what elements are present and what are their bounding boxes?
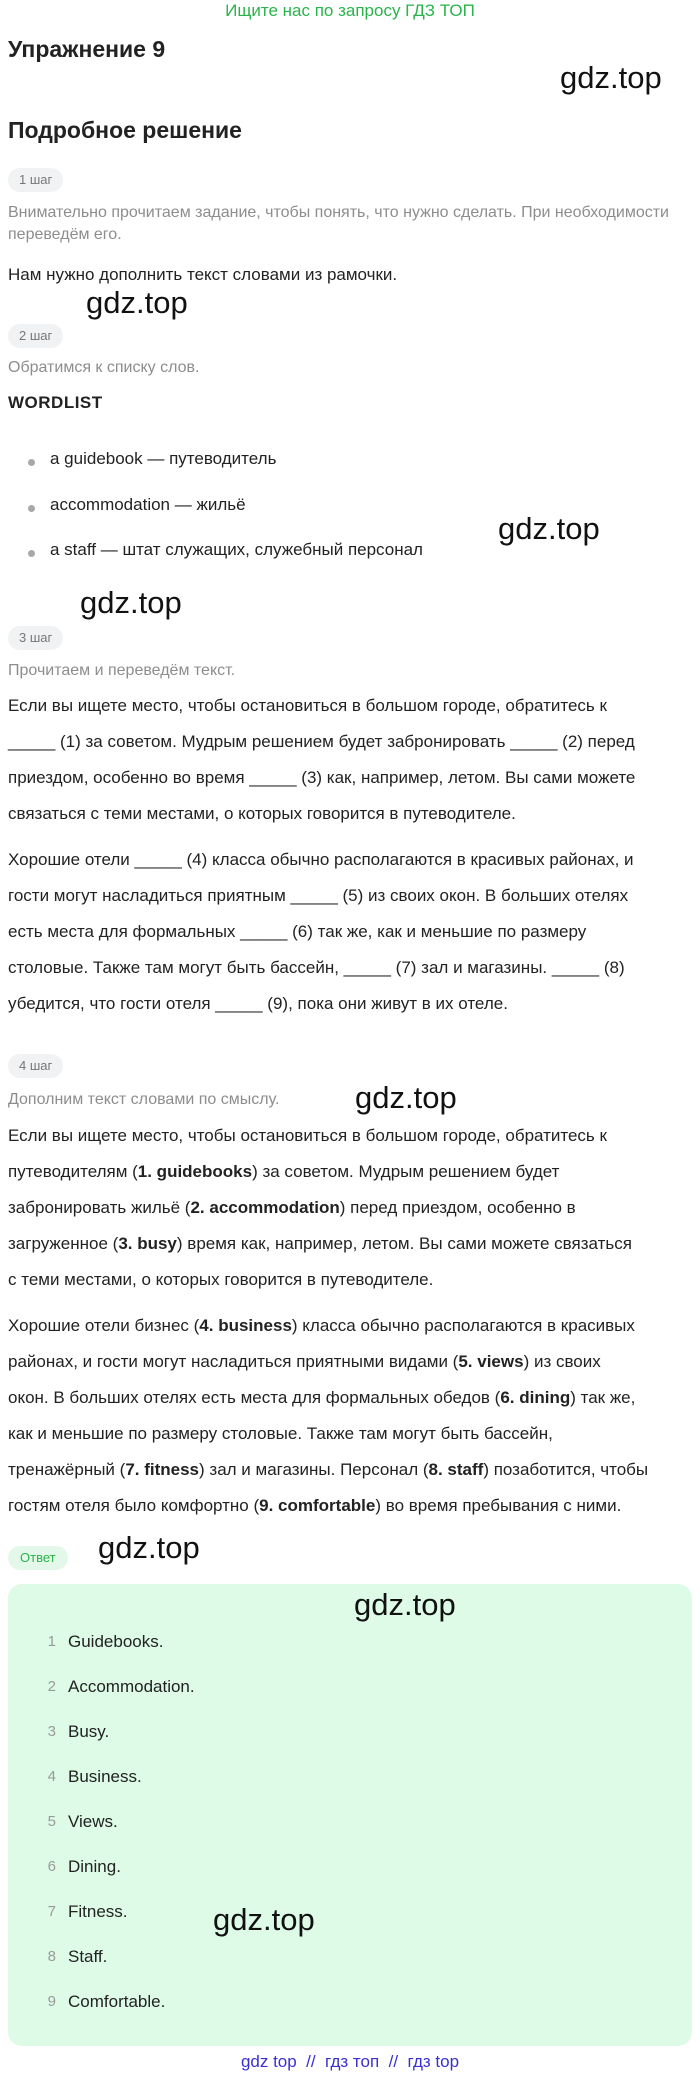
watermark: gdz.top (86, 285, 188, 320)
text-line: Если вы ищете место, чтобы остановиться в большом городе, обратитесь к (8, 696, 607, 715)
step1-text: Нам нужно дополнить текст словами из рамочки. (8, 265, 398, 284)
bullet-icon (28, 505, 35, 512)
text-line: _____ (1) за советом. Мудрым решением будет забронировать _____ (2) перед (8, 732, 635, 751)
text-line: гости могут насладиться приятным _____ (5) из своих окон. В больших отелях (8, 886, 629, 905)
step-badge-3: 3 шаг (8, 626, 63, 650)
watermark: gdz.top (80, 585, 182, 620)
text-line: с теми местами, о которых говорится в путеводителе. (8, 1270, 434, 1289)
step-badge-4: 4 шаг (8, 1054, 63, 1078)
step1-note-line2: переведём его. (8, 226, 122, 243)
answer-badge: Ответ (8, 1546, 68, 1570)
step4-note: Дополним текст словами по смыслу. (8, 1091, 280, 1108)
answer-item: Comfortable. (68, 1992, 166, 2011)
answer-item: Dining. (68, 1857, 121, 1876)
step3-paragraph-1 (8, 688, 690, 832)
wordlist-item: accommodation — жильё (50, 495, 246, 514)
text-line: как и меньшие по размеру столовые. Также там могут быть бассейн, (8, 1424, 553, 1443)
text-line: убедится, что гости отеля _____ (9), пока они живут в их отеле. (8, 994, 508, 1013)
answer-item: Guidebooks. (68, 1632, 164, 1651)
bullet-icon (28, 459, 35, 466)
text-line: путеводителям (1. guidebooks) за советом. Мудрым решением будет (8, 1162, 560, 1181)
section-title: Подробное решение (8, 117, 242, 143)
answer-number: 2 (47, 1678, 56, 1695)
answer-item: Views. (68, 1812, 118, 1831)
page-title: Упражнение 9 (8, 36, 166, 62)
text-line: тренажёрный (7. fitness) зал и магазины. Персонал (8. staff) позаботится, чтобы (8, 1460, 649, 1479)
answer-number: 4 (47, 1768, 56, 1785)
text-line: районах, и гости могут насладиться приятными видами (5. views) из своих (8, 1352, 601, 1371)
answer-item: Accommodation. (68, 1677, 195, 1696)
answer-item: Fitness. (68, 1902, 128, 1921)
answer-number: 9 (47, 1993, 56, 2010)
watermark: gdz.top (498, 511, 600, 546)
watermark: gdz.top (560, 60, 662, 95)
answer-number: 5 (47, 1813, 56, 1830)
step4-paragraph-1 (8, 1118, 690, 1298)
answer-item: Business. (68, 1767, 142, 1786)
text-line: Хорошие отели _____ (4) класса обычно располагаются в красивых районах, и (8, 850, 634, 869)
step3-note: Прочитаем и переведём текст. (8, 662, 236, 679)
text-line: гостям отеля было комфортно (9. comfortable) во время пребывания с ними. (8, 1496, 622, 1515)
text-line: Если вы ищете место, чтобы остановиться в большом городе, обратитесь к (8, 1126, 607, 1145)
text-line: есть места для формальных _____ (6) так же, как и меньшие по размеру (8, 922, 587, 941)
wordlist-title: WORDLIST (8, 393, 103, 412)
text-line: забронировать жильё (2. accommodation) перед приездом, особенно в (8, 1198, 576, 1217)
step3-paragraph-2 (8, 842, 690, 1022)
bullet-icon (28, 550, 35, 557)
text-line: столовые. Также там могут быть бассейн, _____ (7) зал и магазины. _____ (8) (8, 958, 625, 977)
text-line: Хорошие отели бизнес (4. business) класса обычно располагаются в красивых (8, 1316, 635, 1335)
answer-item: Staff. (68, 1947, 108, 1966)
watermark: gdz.top (354, 1587, 456, 1622)
watermark: gdz.top (213, 1902, 315, 1937)
step1-note-line1: Внимательно прочитаем задание, чтобы понять, что нужно сделать. При необходимости (8, 204, 669, 221)
step-badge-1: 1 шаг (8, 168, 63, 192)
watermark: gdz.top (355, 1080, 457, 1115)
wordlist-item: a guidebook — путеводитель (50, 449, 277, 468)
text-line: связаться с теми местами, о которых говорится в путеводителе. (8, 804, 516, 823)
answer-item: Busy. (68, 1722, 110, 1741)
wordlist-item: a staff — штат служащих, служебный персонал (50, 540, 423, 559)
answer-number: 8 (47, 1948, 56, 1965)
answer-number: 1 (47, 1633, 56, 1650)
answer-number: 6 (47, 1858, 56, 1875)
step2-note: Обратимся к списку слов. (8, 359, 200, 376)
answer-number: 3 (47, 1723, 56, 1740)
text-line: окон. В больших отелях есть места для формальных обедов (6. dining) так же, (8, 1388, 636, 1407)
text-line: приездом, особенно во время _____ (3) как, например, летом. Вы сами можете (8, 768, 636, 787)
footer-links[interactable]: gdz top // гдз топ // гдз top (240, 2052, 460, 2071)
watermark: gdz.top (98, 1530, 200, 1565)
top-search-banner[interactable]: Ищите нас по запросу ГДЗ ТОП (225, 1, 475, 20)
step4-paragraph-2 (8, 1308, 690, 1524)
answer-number: 7 (47, 1903, 56, 1920)
text-line: загруженное (3. busy) время как, например, летом. Вы сами можете связаться (8, 1234, 632, 1253)
step-badge-2: 2 шаг (8, 324, 63, 348)
